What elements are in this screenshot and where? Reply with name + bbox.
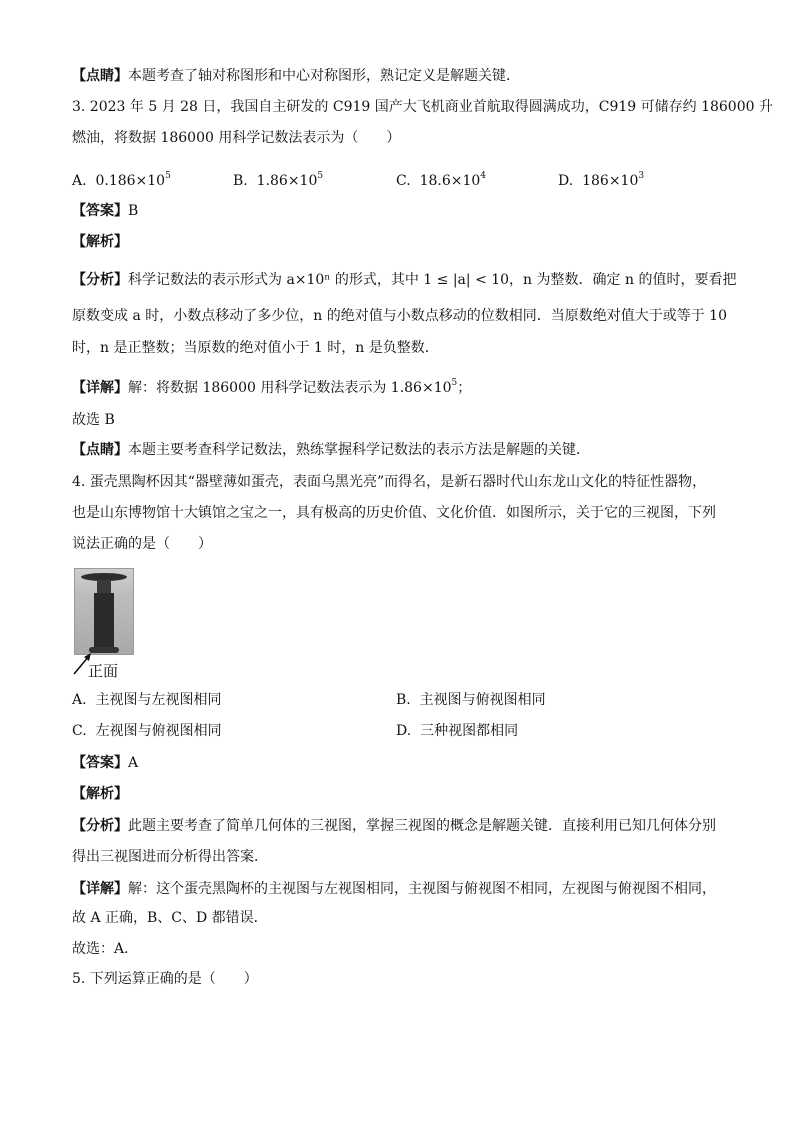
dianjing-text: 本题考查了轴对称图形和中心对称图形，熟记定义是解题关键． <box>128 68 520 84</box>
q3-option-c: C. $18.6\times 10^4$ <box>396 171 487 189</box>
q4-option-b: B. 主视图与俯视图相同 <box>396 692 546 708</box>
q4-answer: 【答案】A <box>72 755 139 771</box>
q4-stem-line2: 也是山东博物馆十大镇馆之宝之一，具有极高的历史价值、文化价值．如图所示，关于它的三视图，下列 <box>72 505 716 521</box>
q4-stem-line1: 4. 蛋壳黑陶杯因其“器壁薄如蛋壳，表面乌黑光亮”而得名，是新石器时代山东龙山文化的特征性器物， <box>72 474 707 490</box>
q3-option-b: B. $1.86\times 10^5$ <box>233 171 324 189</box>
q3-fenxi-line1: 【分析】科学记数法的表示形式为 a×10ⁿ 的形式，其中 1 ≤ |a| < 10，n 为整数．确定 n 的值时，要看把 <box>72 272 737 288</box>
q4-stem-line3: 说法正确的是（ ） <box>72 536 212 552</box>
black-pottery-cup-image <box>74 568 134 655</box>
q5-stem-line1: 5. 下列运算正确的是（ ） <box>72 971 258 987</box>
q4-option-c: C. 左视图与俯视图相同 <box>72 723 222 739</box>
q4-option-d: D. 三种视图都相同 <box>396 723 519 739</box>
q4-analysis-tag: 【解析】 <box>72 786 128 802</box>
front-view-label: 正面 <box>88 662 119 680</box>
q3-fenxi-line2: 原数变成 a 时，小数点移动了多少位，n 的绝对值与小数点移动的位数相同．当原数绝对值大于或等于 10 <box>72 308 727 324</box>
q3-choose: 故选 B <box>72 412 115 428</box>
q3-option-a: A. $0.186\times 10^5$ <box>72 171 171 189</box>
q3-stem-line2: 燃油，将数据 186000 用科学记数法表示为（ ） <box>72 130 401 146</box>
q3-dianjing: 【点睛】本题主要考查科学记数法，熟练掌握科学记数法的表示方法是解题的关键． <box>72 442 590 458</box>
dianjing-tag: 【点睛】 <box>72 68 128 84</box>
q3-fenxi-line3: 时，n 是正整数；当原数的绝对值小于 1 时，n 是负整数． <box>72 340 439 356</box>
q4-detail-line1: 【详解】解：这个蛋壳黑陶杯的主视图与左视图相同，主视图与俯视图不相同，左视图与俯视图不相同， <box>72 881 716 897</box>
q4-detail-line2: 故 A 正确，B、C、D 都错误． <box>72 910 268 926</box>
q4-fenxi-line2: 得出三视图进而分析得出答案． <box>72 849 268 865</box>
q3-option-d: D. $186\times 10^3$ <box>558 171 645 189</box>
q3-detail: 【详解】解：将数据 186000 用科学记数法表示为 $1.86\times 10^5$； <box>72 378 472 396</box>
q3-analysis-tag: 【解析】 <box>72 234 128 250</box>
q3-answer: 【答案】B <box>72 203 139 219</box>
q4-option-a: A. 主视图与左视图相同 <box>72 692 222 708</box>
q4-fenxi-line1: 【分析】此题主要考查了简单几何体的三视图，掌握三视图的概念是解题关键．直接利用已知几何体分别 <box>72 818 716 834</box>
q4-choose: 故选：A． <box>72 941 139 957</box>
q3-stem-line1: 3. 2023 年 5 月 28 日，我国自主研发的 C919 国产大飞机商业首航取得圆满成功，C919 可储存约 186000 升 <box>72 99 773 115</box>
dianjing-line <box>72 66 727 86</box>
